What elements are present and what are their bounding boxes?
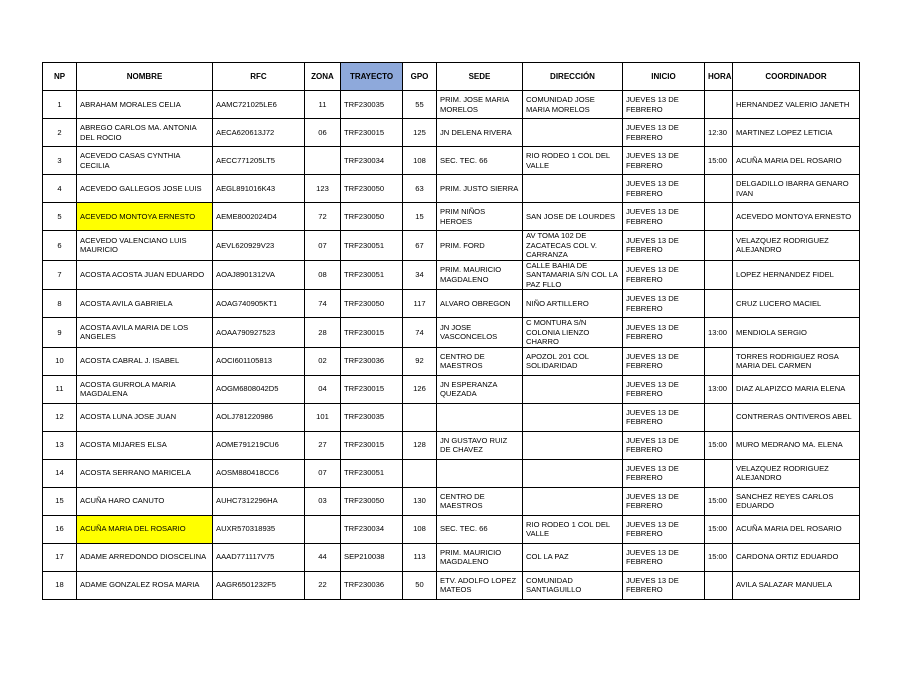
cell-inicio: JUEVES 13 DE FEBRERO [623,231,705,261]
cell-nombre: ACOSTA MIJARES ELSA [77,431,213,459]
header-hora: HORA [705,63,733,91]
cell-zona: 28 [305,318,341,348]
cell-direccion [523,375,623,403]
cell-coordinador: DELGADILLO IBARRA GENARO IVAN [733,175,860,203]
cell-np: 13 [43,431,77,459]
cell-inicio: JUEVES 13 DE FEBRERO [623,318,705,348]
cell-hora: 15:00 [705,147,733,175]
cell-nombre: ACOSTA AVILA GABRIELA [77,290,213,318]
cell-hora [705,459,733,487]
cell-hora [705,91,733,119]
cell-gpo: 128 [403,431,437,459]
cell-rfc: AOAJ8901312VA [213,260,305,290]
cell-direccion: AV TOMA 102 DE ZACATECAS COL V. CARRANZA [523,231,623,261]
cell-hora: 15:00 [705,515,733,543]
cell-gpo: 117 [403,290,437,318]
cell-zona: 04 [305,375,341,403]
cell-zona: 74 [305,290,341,318]
cell-zona: 123 [305,175,341,203]
cell-nombre: ACOSTA LUNA JOSE JUAN [77,403,213,431]
cell-direccion: C MONTURA S/N COLONIA LIENZO CHARRO [523,318,623,348]
cell-hora: 15:00 [705,543,733,571]
cell-hora: 15:00 [705,431,733,459]
cell-gpo: 50 [403,571,437,599]
cell-coordinador: VELAZQUEZ RODRIGUEZ ALEJANDRO [733,231,860,261]
header-coordinador: COORDINADOR [733,63,860,91]
cell-zona: 07 [305,459,341,487]
cell-gpo: 130 [403,487,437,515]
cell-direccion: SAN JOSE DE LOURDES [523,203,623,231]
cell-hora [705,290,733,318]
cell-nombre: ACEVEDO VALENCIANO LUIS MAURICIO [77,231,213,261]
header-zona: ZONA [305,63,341,91]
table-row [43,147,860,175]
table-row [43,290,860,318]
cell-direccion [523,119,623,147]
cell-gpo: 15 [403,203,437,231]
cell-gpo: 125 [403,119,437,147]
cell-np: 5 [43,203,77,231]
cell-np: 18 [43,571,77,599]
cell-np: 7 [43,260,77,290]
cell-hora [705,347,733,375]
cell-sede: CENTRO DE MAESTROS [437,487,523,515]
cell-hora: 13:00 [705,318,733,348]
cell-inicio: JUEVES 13 DE FEBRERO [623,203,705,231]
cell-sede: JN ESPERANZA QUEZADA [437,375,523,403]
cell-hora [705,571,733,599]
cell-hora [705,231,733,261]
cell-inicio: JUEVES 13 DE FEBRERO [623,260,705,290]
cell-coordinador: CONTRERAS ONTIVEROS ABEL [733,403,860,431]
cell-np: 8 [43,290,77,318]
cell-inicio: JUEVES 13 DE FEBRERO [623,119,705,147]
cell-trayecto: TRF230051 [341,459,403,487]
cell-np: 1 [43,91,77,119]
table-body [43,91,860,600]
cell-gpo: 113 [403,543,437,571]
cell-rfc: AOME791219CU6 [213,431,305,459]
cell-trayecto: TRF230036 [341,571,403,599]
cell-zona [305,147,341,175]
header-np: NP [43,63,77,91]
cell-np: 6 [43,231,77,261]
cell-coordinador: DIAZ ALAPIZCO MARIA ELENA [733,375,860,403]
cell-coordinador: CARDONA ORTIZ EDUARDO [733,543,860,571]
cell-sede [437,403,523,431]
table-row [43,347,860,375]
cell-nombre: ACUÑA HARO CANUTO [77,487,213,515]
cell-np: 3 [43,147,77,175]
cell-trayecto: TRF230015 [341,431,403,459]
table-row [43,231,860,261]
cell-np: 11 [43,375,77,403]
cell-trayecto: TRF230036 [341,347,403,375]
cell-zona: 08 [305,260,341,290]
header-direccion: DIRECCIÓN [523,63,623,91]
table-row [43,119,860,147]
table-row [43,431,860,459]
table-row [43,543,860,571]
cell-nombre: ACOSTA AVILA MARIA DE LOS ANGELES [77,318,213,348]
cell-gpo: 74 [403,318,437,348]
cell-sede: PRIM. MAURICIO MAGDALENO [437,543,523,571]
cell-direccion: COMUNIDAD JOSE MARIA MORELOS [523,91,623,119]
cell-coordinador: ACUÑA MARIA DEL ROSARIO [733,147,860,175]
cell-sede: PRIM. JUSTO SIERRA [437,175,523,203]
cell-zona [305,515,341,543]
cell-hora [705,260,733,290]
cell-sede: PRIM. MAURICIO MAGDALENO [437,260,523,290]
cell-np: 10 [43,347,77,375]
cell-inicio: JUEVES 13 DE FEBRERO [623,571,705,599]
cell-gpo: 108 [403,515,437,543]
cell-trayecto: TRF230050 [341,175,403,203]
cell-hora [705,175,733,203]
cell-sede: SEC. TEC. 66 [437,147,523,175]
cell-nombre: ACOSTA GURROLA MARIA MAGDALENA [77,375,213,403]
cell-hora [705,403,733,431]
cell-sede: PRIM. JOSE MARIA MORELOS [437,91,523,119]
table-row [43,203,860,231]
cell-inicio: JUEVES 13 DE FEBRERO [623,91,705,119]
cell-gpo: 67 [403,231,437,261]
cell-coordinador: SANCHEZ REYES CARLOS EDUARDO [733,487,860,515]
table-row [43,318,860,348]
cell-trayecto: TRF230035 [341,403,403,431]
cell-np: 14 [43,459,77,487]
cell-nombre: ABRAHAM MORALES CELIA [77,91,213,119]
cell-zona: 101 [305,403,341,431]
cell-inicio: JUEVES 13 DE FEBRERO [623,459,705,487]
cell-sede: CENTRO DE MAESTROS [437,347,523,375]
cell-coordinador: AVILA SALAZAR MANUELA [733,571,860,599]
header-row [43,63,860,91]
cell-zona: 22 [305,571,341,599]
cell-gpo: 108 [403,147,437,175]
cell-inicio: JUEVES 13 DE FEBRERO [623,175,705,203]
cell-inicio: JUEVES 13 DE FEBRERO [623,147,705,175]
cell-direccion [523,175,623,203]
cell-trayecto: TRF230015 [341,375,403,403]
cell-nombre: ACOSTA ACOSTA JUAN EDUARDO [77,260,213,290]
cell-rfc: AOAG740905KT1 [213,290,305,318]
cell-sede: SEC. TEC. 66 [437,515,523,543]
cell-rfc: AEGL891016K43 [213,175,305,203]
cell-nombre: ACEVEDO MONTOYA ERNESTO [77,203,213,231]
cell-rfc: AECA620613J72 [213,119,305,147]
cell-coordinador: MURO MEDRANO MA. ELENA [733,431,860,459]
header-gpo: GPO [403,63,437,91]
cell-direccion: COL LA PAZ [523,543,623,571]
cell-coordinador: ACUÑA MARIA DEL ROSARIO [733,515,860,543]
cell-nombre: ADAME ARREDONDO DIOSCELINA [77,543,213,571]
cell-inicio: JUEVES 13 DE FEBRERO [623,403,705,431]
cell-trayecto: TRF230015 [341,119,403,147]
cell-coordinador: ACEVEDO MONTOYA ERNESTO [733,203,860,231]
cell-trayecto: TRF230050 [341,203,403,231]
cell-nombre: ACOSTA SERRANO MARICELA [77,459,213,487]
cell-gpo [403,459,437,487]
cell-rfc: AAMC721025LE6 [213,91,305,119]
header-inicio: INICIO [623,63,705,91]
cell-trayecto: TRF230034 [341,515,403,543]
cell-trayecto: SEP210038 [341,543,403,571]
cell-zona: 02 [305,347,341,375]
cell-rfc: AAGR6501232F5 [213,571,305,599]
cell-coordinador: LOPEZ HERNANDEZ FIDEL [733,260,860,290]
cell-nombre: ACEVEDO GALLEGOS JOSE LUIS [77,175,213,203]
cell-zona: 03 [305,487,341,515]
cell-nombre: ABREGO CARLOS MA. ANTONIA DEL ROCIO [77,119,213,147]
cell-hora: 15:00 [705,487,733,515]
cell-zona: 27 [305,431,341,459]
cell-inicio: JUEVES 13 DE FEBRERO [623,431,705,459]
cell-np: 9 [43,318,77,348]
cell-sede: ETV. ADOLFO LOPEZ MATEOS [437,571,523,599]
cell-np: 16 [43,515,77,543]
cell-sede: PRIM. FORD [437,231,523,261]
table-row [43,260,860,290]
cell-trayecto: TRF230015 [341,318,403,348]
cell-nombre: ACEVEDO CASAS CYNTHIA CECILIA [77,147,213,175]
table-row [43,91,860,119]
cell-gpo: 92 [403,347,437,375]
cell-rfc: AOLJ781220986 [213,403,305,431]
cell-rfc: AUHC7312296HA [213,487,305,515]
cell-inicio: JUEVES 13 DE FEBRERO [623,515,705,543]
cell-rfc: AOSM880418CC6 [213,459,305,487]
table-row [43,175,860,203]
table-row [43,403,860,431]
cell-direccion [523,431,623,459]
header-trayecto: TRAYECTO [341,63,403,91]
cell-rfc: AAAD771117V75 [213,543,305,571]
cell-rfc: AEVL620929V23 [213,231,305,261]
cell-np: 15 [43,487,77,515]
cell-coordinador: HERNANDEZ VALERIO JANETH [733,91,860,119]
cell-trayecto: TRF230051 [341,260,403,290]
cell-zona: 72 [305,203,341,231]
cell-hora: 13:00 [705,375,733,403]
cell-sede: ALVARO OBREGON [437,290,523,318]
cell-trayecto: TRF230050 [341,487,403,515]
cell-hora [705,203,733,231]
table-row [43,375,860,403]
cell-gpo: 126 [403,375,437,403]
cell-direccion: RIO RODEO 1 COL DEL VALLE [523,515,623,543]
cell-zona: 07 [305,231,341,261]
cell-nombre: ADAME GONZALEZ ROSA MARIA [77,571,213,599]
cell-np: 2 [43,119,77,147]
cell-zona: 44 [305,543,341,571]
header-rfc: RFC [213,63,305,91]
cell-gpo [403,403,437,431]
cell-coordinador: MARTINEZ LOPEZ LETICIA [733,119,860,147]
table-row [43,487,860,515]
cell-zona: 11 [305,91,341,119]
table-row [43,571,860,599]
cell-gpo: 34 [403,260,437,290]
header-sede: SEDE [437,63,523,91]
cell-direccion [523,403,623,431]
cell-zona: 06 [305,119,341,147]
cell-direccion: COMUNIDAD SANTIAGUILLO [523,571,623,599]
cell-inicio: JUEVES 13 DE FEBRERO [623,487,705,515]
cell-direccion: APOZOL 201 COL SOLIDARIDAD [523,347,623,375]
cell-hora: 12:30 [705,119,733,147]
cell-gpo: 63 [403,175,437,203]
cell-inicio: JUEVES 13 DE FEBRERO [623,375,705,403]
cell-sede [437,459,523,487]
cell-inicio: JUEVES 13 DE FEBRERO [623,347,705,375]
cell-inicio: JUEVES 13 DE FEBRERO [623,543,705,571]
cell-direccion: NIÑO ARTILLERO [523,290,623,318]
cell-trayecto: TRF230050 [341,290,403,318]
cell-nombre: ACUÑA MARIA DEL ROSARIO [77,515,213,543]
cell-direccion: CALLE BAHIA DE SANTAMARIA S/N COL LA PAZ FLLO [523,260,623,290]
cell-coordinador: MENDIOLA SERGIO [733,318,860,348]
cell-rfc: AOGM6808042D5 [213,375,305,403]
cell-rfc: AEME8002024D4 [213,203,305,231]
cell-direccion [523,487,623,515]
cell-direccion [523,459,623,487]
cell-np: 17 [43,543,77,571]
cell-coordinador: CRUZ LUCERO MACIEL [733,290,860,318]
cell-coordinador: VELAZQUEZ RODRIGUEZ ALEJANDRO [733,459,860,487]
cell-coordinador: TORRES RODRIGUEZ ROSA MARIA DEL CARMEN [733,347,860,375]
cell-sede: PRIM NIÑOS HEROES [437,203,523,231]
cell-sede: JN DELENA RIVERA [437,119,523,147]
cell-trayecto: TRF230034 [341,147,403,175]
table-row [43,459,860,487]
cell-sede: JN GUSTAVO RUIZ DE CHAVEZ [437,431,523,459]
cell-rfc: AOCI601105813 [213,347,305,375]
cell-trayecto: TRF230051 [341,231,403,261]
cell-np: 4 [43,175,77,203]
cell-np: 12 [43,403,77,431]
cell-rfc: AECC771205LT5 [213,147,305,175]
cell-trayecto: TRF230035 [341,91,403,119]
cell-sede: JN JOSE VASCONCELOS [437,318,523,348]
cell-rfc: AUXR570318935 [213,515,305,543]
cell-inicio: JUEVES 13 DE FEBRERO [623,290,705,318]
coordinator-table [42,62,860,600]
cell-direccion: RIO RODEO 1 COL DEL VALLE [523,147,623,175]
cell-nombre: ACOSTA CABRAL J. ISABEL [77,347,213,375]
table-row [43,515,860,543]
header-nombre: NOMBRE [77,63,213,91]
cell-rfc: AOAA790927523 [213,318,305,348]
cell-gpo: 55 [403,91,437,119]
